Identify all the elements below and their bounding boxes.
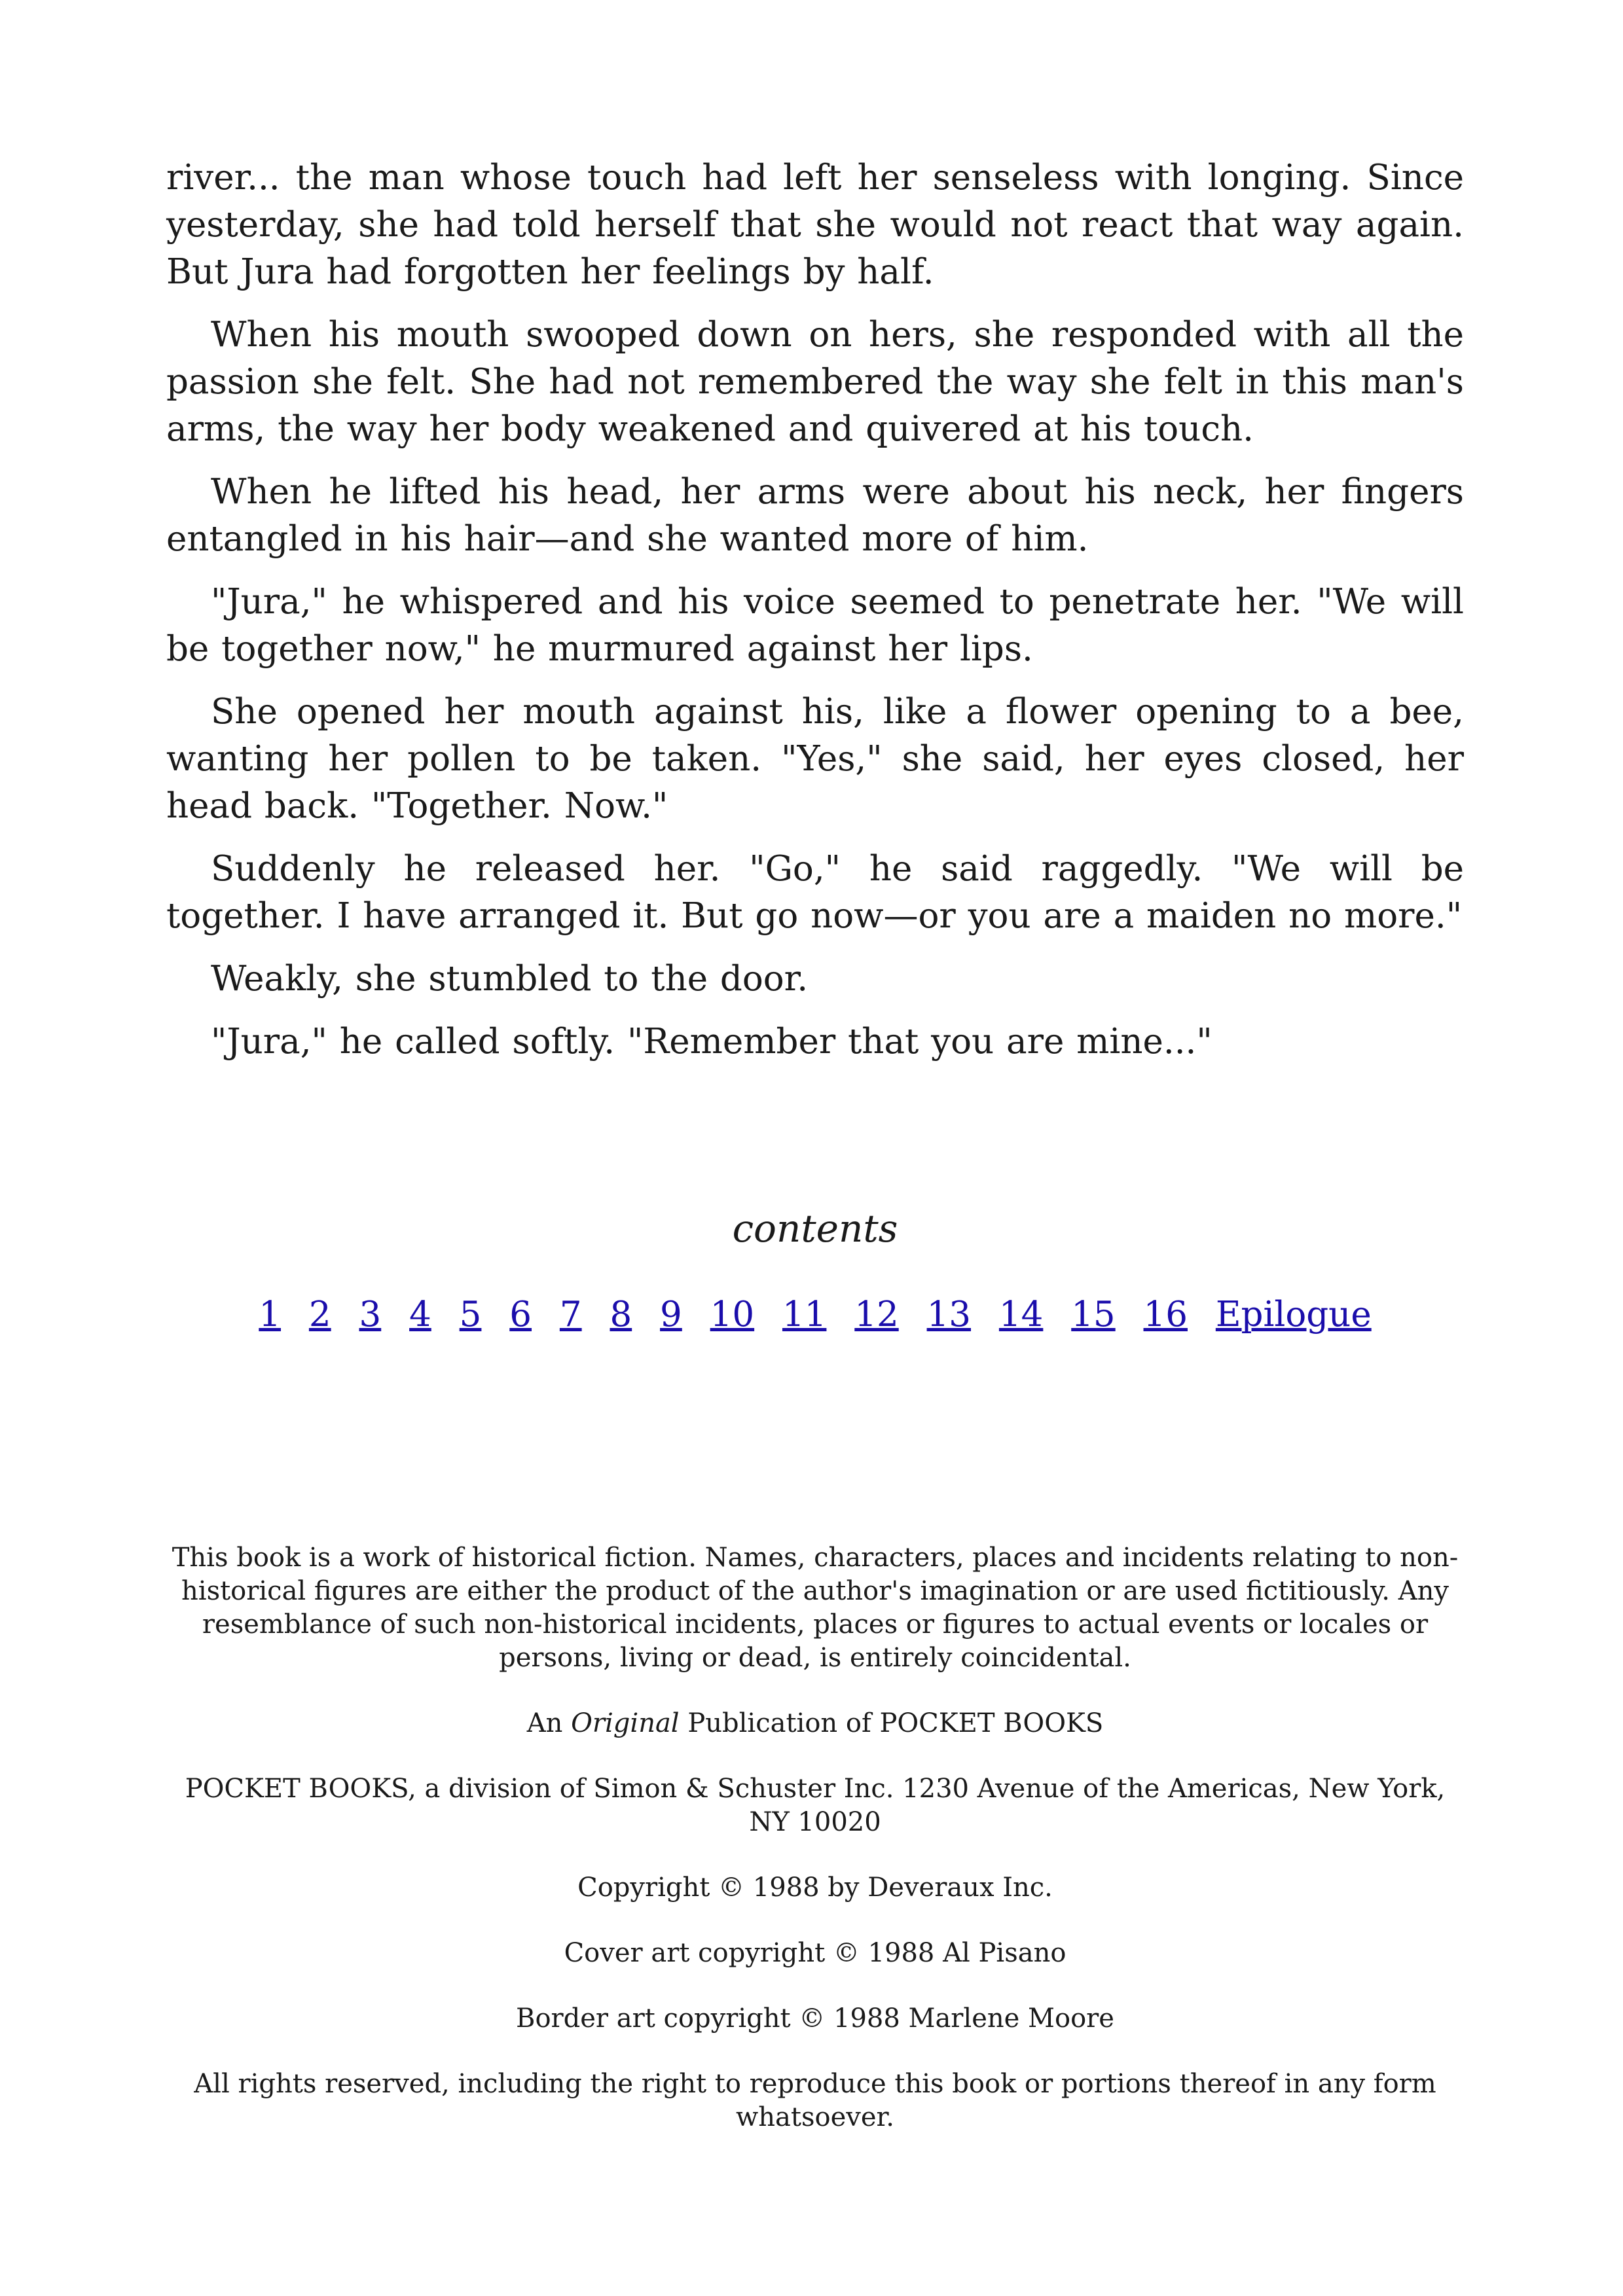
chapter-link-8[interactable]: 8 <box>610 1295 632 1335</box>
chapter-link-5[interactable]: 5 <box>459 1295 482 1335</box>
chapter-link-list <box>166 1292 1464 1338</box>
chapter-link-9[interactable]: 9 <box>660 1295 682 1335</box>
fiction-disclaimer: This book is a work of historical fiction. Names, characters, places and incidents relating to non-historical figures are either the product of the author's imagination or are used fictitiously. Any resemblance of such non-historical incidents, places or figures to actual events or locales or persons, living or dead, is entirely coincidental. <box>172 1543 1459 1673</box>
chapter-link-14[interactable]: 14 <box>998 1295 1044 1335</box>
story-paragraph: river... the man whose touch had left her senseless with longing. Since yesterday, she had told herself that she would not react that way again. But Jura had forgotten her feelings by half. <box>166 158 1464 292</box>
story-paragraph: "Jura," he called softly. "Remember that you are mine..." <box>211 1022 1213 1062</box>
chapter-link-4[interactable]: 4 <box>409 1295 431 1335</box>
document-page <box>166 154 1464 2132</box>
chapter-link-7[interactable]: 7 <box>559 1295 582 1335</box>
publication-italic: Original <box>571 1708 680 1738</box>
story-paragraph: Suddenly he released her. "Go," he said raggedly. "We will be together. I have arranged it. But go now—or you are a maiden no more." <box>166 849 1464 936</box>
chapter-link-10[interactable]: 10 <box>710 1295 755 1335</box>
publisher-address: POCKET BOOKS, a division of Simon & Schuster Inc. 1230 Avenue of the Americas, New York, NY 10020 <box>185 1774 1446 1837</box>
chapter-link-13[interactable]: 13 <box>926 1295 972 1335</box>
story-paragraph: When he lifted his head, her arms were about his neck, her fingers entangled in his hair—and she wanted more of him. <box>166 472 1464 559</box>
chapter-link-16[interactable]: 16 <box>1143 1295 1188 1335</box>
border-art-credit: Border art copyright © 1988 Marlene Moore <box>516 2003 1114 2034</box>
copyright-section <box>166 1541 1464 2166</box>
publication-suffix: Publication of POCKET BOOKS <box>687 1708 1104 1738</box>
epilogue-link[interactable]: Epilogue <box>1215 1295 1372 1335</box>
rights-notice: All rights reserved, including the right to reproduce this book or portions thereof in any form whatsoever. <box>194 2069 1436 2132</box>
story-paragraph: "Jura," he whispered and his voice seemed to penetrate her. "We will be together now," he murmured against her lips. <box>166 582 1464 669</box>
chapter-link-6[interactable]: 6 <box>509 1295 532 1335</box>
publication-prefix: An <box>526 1708 563 1738</box>
chapter-link-12[interactable]: 12 <box>854 1295 899 1335</box>
publication-note <box>166 1707 1464 1740</box>
story-paragraph: She opened her mouth against his, like a flower opening to a bee, wanting her pollen to be taken. "Yes," she said, her eyes closed, her head back. "Together. Now." <box>166 692 1464 826</box>
story-text <box>166 154 1464 1066</box>
contents-navigation <box>166 1206 1464 1338</box>
chapter-link-3[interactable]: 3 <box>359 1295 382 1335</box>
contents-heading: contents <box>732 1206 898 1251</box>
copyright-line: Copyright © 1988 by Deveraux Inc. <box>577 1873 1053 1903</box>
chapter-link-1[interactable]: 1 <box>259 1295 282 1335</box>
cover-art-credit: Cover art copyright © 1988 Al Pisano <box>564 1938 1067 1968</box>
chapter-link-2[interactable]: 2 <box>308 1295 331 1335</box>
story-paragraph: When his mouth swooped down on hers, she responded with all the passion she felt. She had not remembered the way she felt in this man's arms, the way her body weakened and quivered at his touch. <box>166 315 1464 449</box>
chapter-link-15[interactable]: 15 <box>1071 1295 1116 1335</box>
chapter-link-11[interactable]: 11 <box>782 1295 827 1335</box>
story-paragraph: Weakly, she stumbled to the door. <box>211 959 809 999</box>
